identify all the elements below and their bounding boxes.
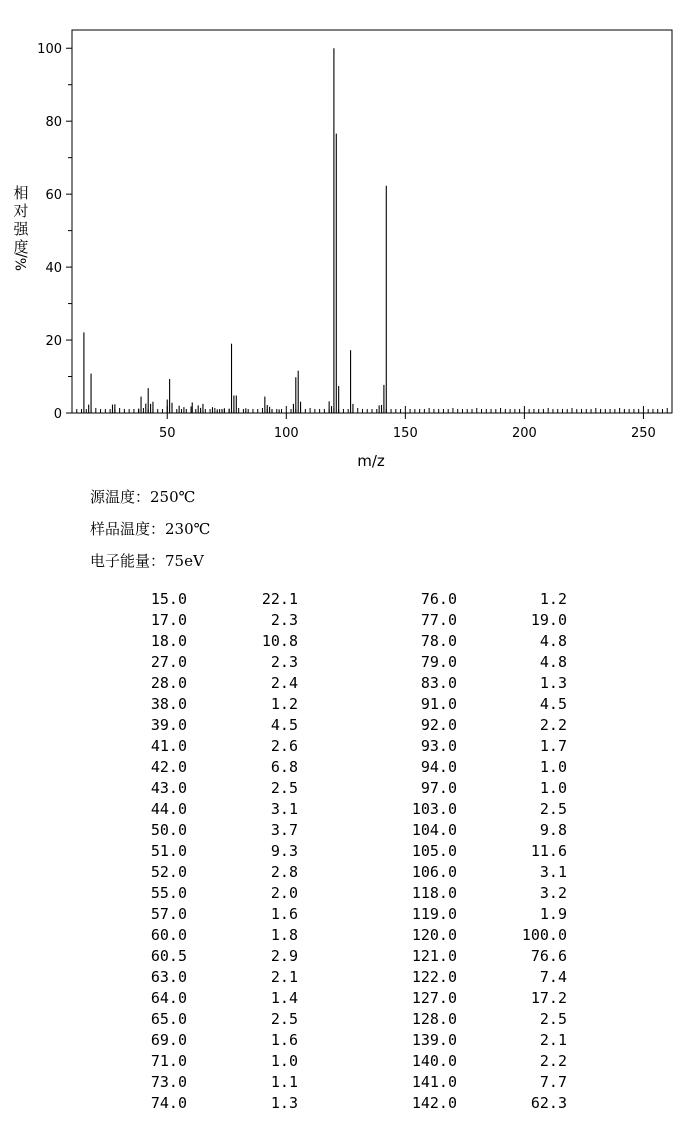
mz-cell: 91.0 xyxy=(420,695,457,713)
intensity-cell: 2.5 xyxy=(539,800,567,818)
table-row xyxy=(0,988,696,1009)
intensity-cell: 1.2 xyxy=(270,695,298,713)
x-axis-ticks xyxy=(159,413,656,441)
table-row xyxy=(0,1030,696,1051)
intensity-cell: 19.0 xyxy=(530,611,567,629)
x-tick-label: 150 xyxy=(392,426,418,441)
mass-spectrum-chart xyxy=(0,0,696,480)
mz-cell: 74.0 xyxy=(150,1094,187,1112)
table-row xyxy=(0,757,696,778)
intensity-cell: 3.1 xyxy=(539,863,567,881)
mz-cell: 64.0 xyxy=(150,989,187,1007)
intensity-cell: 2.9 xyxy=(270,947,298,965)
mz-cell: 60.5 xyxy=(150,947,187,965)
intensity-cell: 17.2 xyxy=(530,989,567,1007)
table-row xyxy=(0,946,696,967)
intensity-cell: 4.8 xyxy=(539,653,567,671)
intensity-cell: 100.0 xyxy=(521,926,567,944)
intensity-cell: 3.1 xyxy=(270,800,298,818)
source-temperature: 源温度：250℃ xyxy=(90,488,196,506)
intensity-cell: 22.1 xyxy=(261,590,298,608)
mz-cell: 79.0 xyxy=(420,653,457,671)
mz-cell: 27.0 xyxy=(150,653,187,671)
y-tick-label: 60 xyxy=(45,188,62,204)
mz-cell: 83.0 xyxy=(420,674,457,692)
table-row xyxy=(0,925,696,946)
intensity-cell: 2.2 xyxy=(539,716,567,734)
mz-cell: 17.0 xyxy=(150,611,187,629)
mz-cell: 57.0 xyxy=(150,905,187,923)
sample-temperature: 样品温度：230℃ xyxy=(90,520,211,538)
intensity-cell: 4.5 xyxy=(539,695,567,713)
spectrum-peaks xyxy=(84,48,386,413)
intensity-cell: 62.3 xyxy=(530,1094,567,1112)
intensity-cell: 1.4 xyxy=(270,989,298,1007)
mz-cell: 119.0 xyxy=(411,905,457,923)
mz-cell: 71.0 xyxy=(150,1052,187,1070)
peak-table xyxy=(0,589,696,1114)
y-tick-label: 20 xyxy=(45,334,62,350)
mz-cell: 128.0 xyxy=(411,1010,457,1028)
x-axis-label: m/z xyxy=(357,452,385,470)
table-row xyxy=(0,904,696,925)
table-row xyxy=(0,841,696,862)
mz-cell: 97.0 xyxy=(420,779,457,797)
table-row xyxy=(0,883,696,904)
y-axis-label-char: 对 xyxy=(13,202,29,220)
mz-cell: 122.0 xyxy=(411,968,457,986)
mz-cell: 65.0 xyxy=(150,1010,187,1028)
intensity-cell: 4.8 xyxy=(539,632,567,650)
intensity-cell: 1.3 xyxy=(539,674,567,692)
y-tick-label: 80 xyxy=(45,115,62,131)
mz-cell: 41.0 xyxy=(150,737,187,755)
mz-cell: 78.0 xyxy=(420,632,457,650)
mz-cell: 105.0 xyxy=(411,842,457,860)
mz-cell: 39.0 xyxy=(150,716,187,734)
intensity-cell: 1.1 xyxy=(270,1073,298,1091)
mz-cell: 52.0 xyxy=(150,863,187,881)
intensity-cell: 1.0 xyxy=(270,1052,298,1070)
intensity-cell: 10.8 xyxy=(261,632,298,650)
mz-cell: 104.0 xyxy=(411,821,457,839)
x-tick-label: 250 xyxy=(631,426,656,441)
table-row xyxy=(0,715,696,736)
intensity-cell: 2.2 xyxy=(539,1052,567,1070)
intensity-cell: 11.6 xyxy=(530,842,567,860)
mz-cell: 43.0 xyxy=(150,779,187,797)
y-tick-label: 40 xyxy=(45,261,62,277)
plot-frame xyxy=(72,30,672,413)
y-axis-ticks xyxy=(37,42,72,422)
mz-cell: 106.0 xyxy=(411,863,457,881)
mz-cell: 50.0 xyxy=(150,821,187,839)
mz-cell: 60.0 xyxy=(150,926,187,944)
x-minor-ticks xyxy=(77,406,667,413)
mz-cell: 44.0 xyxy=(150,800,187,818)
y-tick-label: 100 xyxy=(37,42,62,58)
y-axis-label xyxy=(13,184,30,271)
intensity-cell: 3.7 xyxy=(270,821,298,839)
intensity-cell: 2.5 xyxy=(539,1010,567,1028)
mz-cell: 42.0 xyxy=(150,758,187,776)
mz-cell: 76.0 xyxy=(420,590,457,608)
y-axis-label-char: 强 xyxy=(13,220,29,238)
intensity-cell: 1.6 xyxy=(270,1031,298,1049)
y-axis-label-char: 相 xyxy=(13,184,29,202)
table-row xyxy=(0,820,696,841)
y-axis-label-char: 度 xyxy=(13,238,29,256)
mz-cell: 51.0 xyxy=(150,842,187,860)
intensity-cell: 1.2 xyxy=(539,590,567,608)
intensity-cell: 2.0 xyxy=(270,884,298,902)
table-row xyxy=(0,1072,696,1093)
intensity-cell: 2.8 xyxy=(270,863,298,881)
table-row xyxy=(0,694,696,715)
intensity-cell: 4.5 xyxy=(270,716,298,734)
mz-cell: 92.0 xyxy=(420,716,457,734)
y-axis-unit: %/ xyxy=(14,252,30,272)
intensity-cell: 1.0 xyxy=(539,758,567,776)
x-tick-label: 50 xyxy=(158,426,176,441)
mz-cell: 15.0 xyxy=(150,590,187,608)
mz-cell: 28.0 xyxy=(150,674,187,692)
mz-cell: 93.0 xyxy=(420,737,457,755)
intensity-cell: 2.1 xyxy=(270,968,298,986)
intensity-cell: 7.4 xyxy=(539,968,567,986)
intensity-cell: 2.5 xyxy=(270,779,298,797)
mz-cell: 77.0 xyxy=(420,611,457,629)
x-tick-label: 100 xyxy=(273,426,299,441)
intensity-cell: 9.3 xyxy=(270,842,298,860)
mz-cell: 118.0 xyxy=(411,884,457,902)
mz-cell: 121.0 xyxy=(411,947,457,965)
table-row xyxy=(0,736,696,757)
x-tick-label: 200 xyxy=(511,426,537,441)
intensity-cell: 2.1 xyxy=(539,1031,567,1049)
intensity-cell: 2.5 xyxy=(270,1010,298,1028)
intensity-cell: 3.2 xyxy=(539,884,567,902)
intensity-cell: 1.0 xyxy=(539,779,567,797)
mz-cell: 140.0 xyxy=(411,1052,457,1070)
table-row xyxy=(0,799,696,820)
intensity-cell: 76.6 xyxy=(530,947,567,965)
intensity-cell: 1.9 xyxy=(539,905,567,923)
table-row xyxy=(0,967,696,988)
intensity-cell: 7.7 xyxy=(539,1073,567,1091)
mz-cell: 120.0 xyxy=(411,926,457,944)
mz-cell: 141.0 xyxy=(411,1073,457,1091)
table-row xyxy=(0,631,696,652)
table-row xyxy=(0,1009,696,1030)
mz-cell: 69.0 xyxy=(150,1031,187,1049)
table-row xyxy=(0,1051,696,1072)
mz-cell: 127.0 xyxy=(411,989,457,1007)
mz-cell: 139.0 xyxy=(411,1031,457,1049)
mz-cell: 142.0 xyxy=(411,1094,457,1112)
mz-cell: 63.0 xyxy=(150,968,187,986)
intensity-cell: 1.8 xyxy=(270,926,298,944)
mz-cell: 18.0 xyxy=(150,632,187,650)
mz-cell: 103.0 xyxy=(411,800,457,818)
intensity-cell: 2.3 xyxy=(270,653,298,671)
intensity-cell: 9.8 xyxy=(539,821,567,839)
table-row xyxy=(0,652,696,673)
table-row xyxy=(0,589,696,610)
mz-cell: 73.0 xyxy=(150,1073,187,1091)
intensity-cell: 2.6 xyxy=(270,737,298,755)
table-row xyxy=(0,673,696,694)
table-row xyxy=(0,862,696,883)
intensity-cell: 6.8 xyxy=(270,758,298,776)
y-tick-label: 0 xyxy=(53,407,62,422)
intensity-cell: 2.3 xyxy=(270,611,298,629)
table-row xyxy=(0,778,696,799)
table-row xyxy=(0,610,696,631)
intensity-cell: 1.7 xyxy=(539,737,567,755)
mz-cell: 38.0 xyxy=(150,695,187,713)
electron-energy: 电子能量：75eV xyxy=(90,552,204,570)
intensity-cell: 1.6 xyxy=(270,905,298,923)
mz-cell: 94.0 xyxy=(420,758,457,776)
mz-cell: 55.0 xyxy=(150,884,187,902)
intensity-cell: 2.4 xyxy=(270,674,298,692)
table-row xyxy=(0,1093,696,1114)
intensity-cell: 1.3 xyxy=(270,1094,298,1112)
